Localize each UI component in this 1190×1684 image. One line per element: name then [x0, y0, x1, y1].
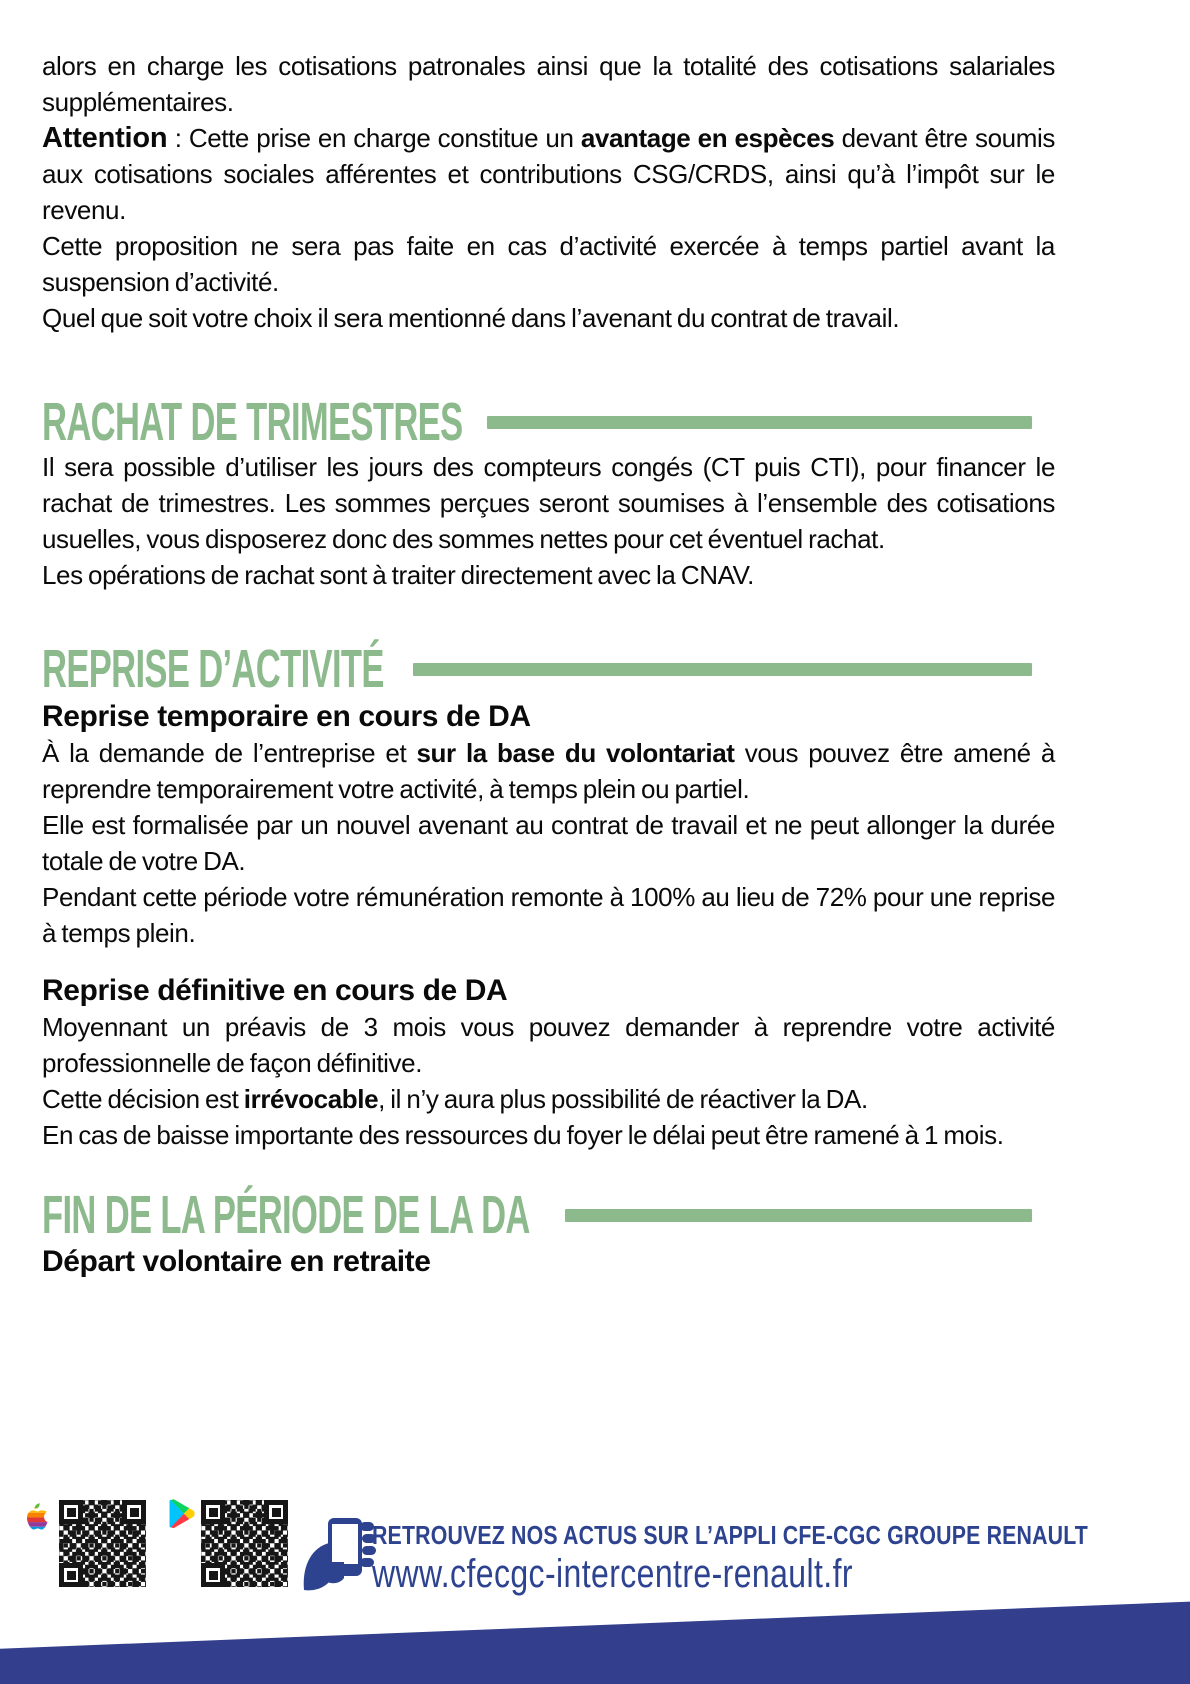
section-header-reprise [42, 639, 1055, 699]
apple-logo [21, 1500, 49, 1533]
reprise-temporaire-paragraph-3: Pendant cette période votre rémunération remonte à 100% au lieu de 72% pour une reprise à temps plein. [42, 882, 1055, 948]
reprise-definitive-paragraph-1: Moyennant un préavis de 3 mois vous pouvez demander à reprendre votre activité professionnelle de façon définitive. [42, 1012, 1055, 1078]
green-rule [487, 416, 1032, 429]
footer-url: www.cfecgc-intercentre-renault.fr [372, 1552, 853, 1596]
app-store-qr-code [55, 1496, 150, 1591]
reprise-definitive-paragraph-3: En cas de baisse importante des ressources du foyer le délai peut être ramené à 1 mois. [42, 1120, 1004, 1150]
document-content [42, 48, 1055, 1280]
play-store-qr-code [197, 1496, 292, 1591]
reprise-temporaire-paragraph-1: À la demande de l’entreprise et sur la base du volontariat vous pouvez être amené à reprendre temporairement votre activité, à temps plein ou partiel. [42, 738, 1055, 804]
bottom-band [0, 1600, 1190, 1684]
google-play-logo [166, 1498, 198, 1530]
section-header-rachat [42, 392, 1055, 452]
green-rule [413, 663, 1032, 676]
section-title-reprise: REPRISE D’ACTIVITÉ [42, 639, 384, 699]
attention-paragraph-2: Cette proposition ne sera pas faite en cas d’activité exercée à temps partiel avant la suspension d’activité. [42, 231, 1055, 297]
subheading-reprise-temporaire: Reprise temporaire en cours de DA [42, 700, 531, 733]
section-title-rachat: RACHAT DE TRIMESTRES [42, 392, 463, 452]
reprise-temporaire-paragraph-2: Elle est formalisée par un nouvel avenant au contrat de travail et ne peut allonger la durée totale de votre DA. [42, 810, 1055, 876]
footer-text [372, 1520, 1190, 1596]
subheading-reprise-definitive: Reprise définitive en cours de DA [42, 974, 508, 1007]
subheading-depart-volontaire: Départ volontaire en retraite [42, 1245, 431, 1278]
attention-label: Attention [42, 122, 168, 154]
section-title-fin: FIN DE LA PÉRIODE DE LA DA [42, 1185, 530, 1245]
choice-note-paragraph: Quel que soit votre choix il sera mentionné dans l’avenant du contrat de travail. [42, 303, 900, 333]
intro-paragraph: alors en charge les cotisations patronales ainsi que la totalité des cotisations salariales supplémentaires. [42, 51, 1055, 117]
section-header-fin [42, 1185, 1055, 1245]
rachat-paragraph-2: Les opérations de rachat sont à traiter directement avec la CNAV. [42, 560, 754, 590]
footer [0, 1490, 1190, 1610]
green-rule [565, 1209, 1032, 1222]
attention-paragraph: Attention : Cette prise en charge constitue un avantage en espèces devant être soumis aux cotisations sociales afférentes et contributions CSG/CRDS, ainsi qu’à l’impôt sur le revenu. [42, 122, 1055, 225]
rachat-paragraph-1: Il sera possible d’utiliser les jours des compteurs congés (CT puis CTI), pour financer le rachat de trimestres. Les sommes perçues seront soumises à l’ensemble des cotisations usuelles, vous disposerez donc des sommes nettes pour cet éventuel rachat. [42, 452, 1055, 554]
reprise-definitive-paragraph-2: Cette décision est irrévocable, il n’y aura plus possibilité de réactiver la DA. [42, 1084, 868, 1114]
footer-tagline: RETROUVEZ NOS ACTUS SUR L’APPLI CFE-CGC GROUPE RENAULT [372, 1520, 1089, 1550]
phone-in-hand-icon [300, 1512, 380, 1594]
